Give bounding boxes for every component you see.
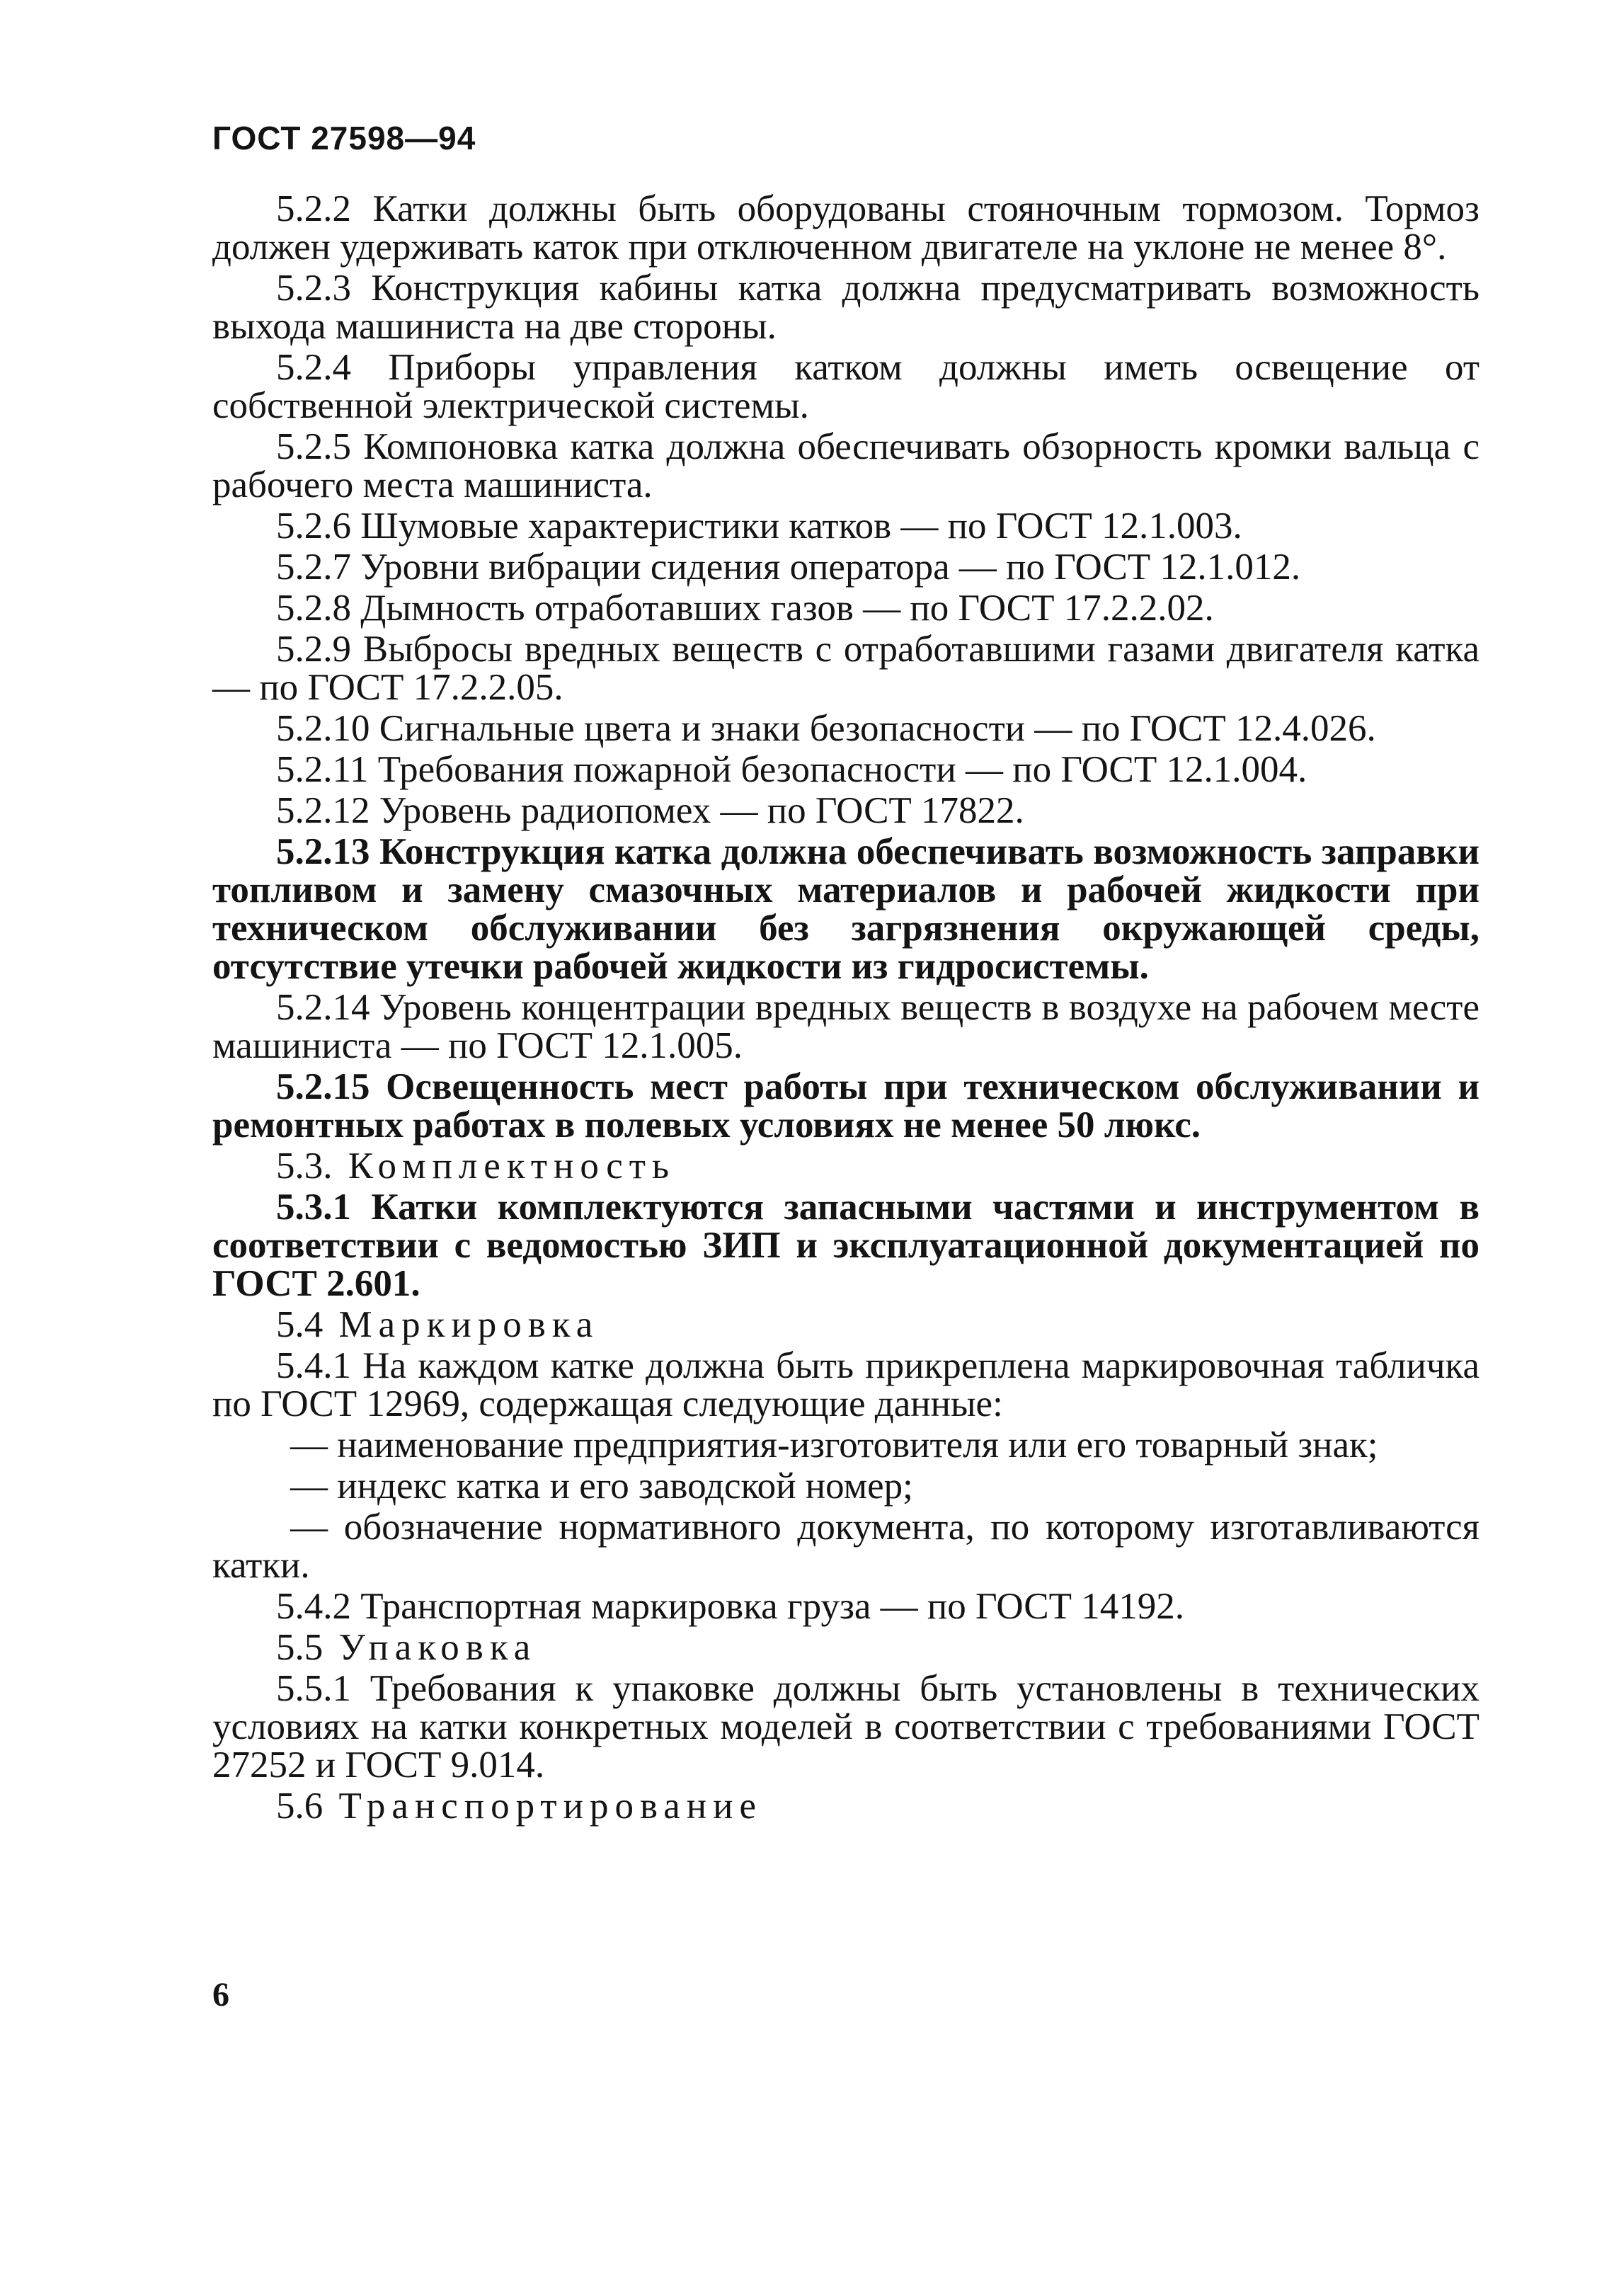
document-header: ГОСТ 27598—94 xyxy=(212,120,476,156)
paragraph-5-2-2: 5.2.2 Катки должны быть оборудованы стояночным тормозом. Тормоз должен удерживать каток при отключенном двигателе на уклоне не менее 8°. xyxy=(212,188,1479,268)
paragraph-5-2-15: 5.2.15 Освещенность мест работы при техническом обслуживании и ремонтных работах в полевых условиях не менее 50 люкс. xyxy=(212,1066,1479,1146)
paragraph-5-4-2: 5.4.2 Транспортная маркировка груза — по ГОСТ 14192. xyxy=(276,1586,1184,1627)
section-title: Комплектность xyxy=(348,1146,676,1187)
section-title: Маркировка xyxy=(338,1304,600,1345)
section-number: 5.6 xyxy=(276,1786,324,1827)
paragraph-5-3-1: 5.3.1 Катки комплектуются запасными частями и инструментом в соответствии с ведомостью ЗИП и эксплуатационной документацией по ГОСТ 2.601. xyxy=(212,1187,1479,1304)
paragraph-5-2-12: 5.2.12 Уровень радиопомех — по ГОСТ 17822. xyxy=(276,790,1024,831)
paragraph-5-4-1: 5.4.1 На каждом катке должна быть прикреплена маркировочная табличка по ГОСТ 12969, содержащая следующие данные: xyxy=(212,1345,1479,1424)
paragraph-5-2-11: 5.2.11 Требования пожарной безопасности — по ГОСТ 12.1.004. xyxy=(276,749,1307,790)
section-heading-5-6 xyxy=(212,1787,1479,1825)
section-heading-5-3 xyxy=(212,1147,1479,1185)
paragraph-5-2-4: 5.2.4 Приборы управления катком должны иметь освещение от собственной электрической системы. xyxy=(212,347,1479,426)
section-title: Упаковка xyxy=(338,1627,537,1668)
paragraph-5-2-7: 5.2.7 Уровни вибрации сидения оператора — по ГОСТ 12.1.012. xyxy=(276,547,1301,588)
section-title: Транспортирование xyxy=(338,1786,763,1827)
paragraph-5-5-1: 5.5.1 Требования к упаковке должны быть установлены в технических условиях на катки конкретных моделей в соответствии с требованиями ГОСТ 27252 и ГОСТ 9.014. xyxy=(212,1668,1479,1786)
paragraph-5-2-9: 5.2.9 Выбросы вредных веществ с отработавшими газами двигателя катка — по ГОСТ 17.2.2.05. xyxy=(212,629,1479,708)
paragraph-5-2-5: 5.2.5 Компоновка катка должна обеспечивать обзорность кромки вальца с рабочего места машиниста. xyxy=(212,426,1479,506)
section-heading-5-5 xyxy=(212,1628,1479,1667)
paragraph-5-2-13: 5.2.13 Конструкция катка должна обеспечивать возможность заправки топливом и замену смазочных материалов и рабочей жидкости при техническом обслуживании без загрязнения окружающей среды, отсутствие утечки рабочей жидкости из гидросистемы. xyxy=(212,831,1479,987)
page-number: 6 xyxy=(212,1976,229,2014)
list-item-index: — индекс катка и его заводской номер; xyxy=(290,1466,913,1507)
list-item-normative-document: — обозначение нормативного документа, по которому изготавливаются катки. xyxy=(212,1507,1479,1586)
paragraph-5-2-8: 5.2.8 Дымность отработавших газов — по ГОСТ 17.2.2.02. xyxy=(276,588,1214,629)
paragraph-5-2-10: 5.2.10 Сигнальные цвета и знаки безопасности — по ГОСТ 12.4.026. xyxy=(276,708,1376,749)
paragraph-5-2-3: 5.2.3 Конструкция кабины катка должна предусматривать возможность выхода машиниста на две стороны. xyxy=(212,268,1479,347)
paragraph-5-2-14: 5.2.14 Уровень концентрации вредных веществ в воздухе на рабочем месте машиниста — по ГОСТ 12.1.005. xyxy=(212,987,1479,1066)
section-number: 5.3. xyxy=(276,1146,333,1187)
paragraph-5-2-6: 5.2.6 Шумовые характеристики катков — по ГОСТ 12.1.003. xyxy=(276,506,1242,547)
section-number: 5.4 xyxy=(276,1304,324,1345)
document-body xyxy=(212,190,1479,1828)
section-number: 5.5 xyxy=(276,1627,324,1668)
list-item-manufacturer: — наименование предприятия-изготовителя или его товарный знак; xyxy=(290,1424,1378,1466)
section-heading-5-4 xyxy=(212,1306,1479,1344)
